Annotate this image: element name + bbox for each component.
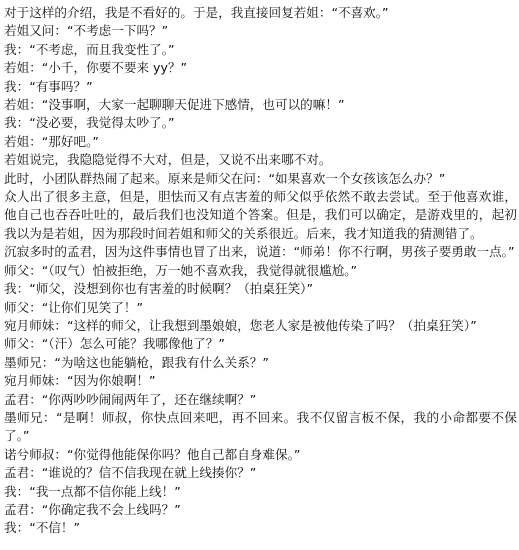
paragraph: 诺兮师叔：“你觉得他能保你吗？他自己都自身难保。” (4, 446, 301, 462)
paragraph: 宛月师妹：“因为你娘啊！” (4, 373, 156, 389)
paragraph: 若姐：“那好吧。” (4, 133, 99, 149)
paragraph: 师父：“（叹气）怕被拒绝，万一她不喜欢我，我觉得就很尴尬。” (4, 262, 358, 278)
paragraph: 沉寂多时的孟君，因为这件事情也冒了出来，说道：“师弟！你不行啊，男孩子要勇敢一点。” (4, 244, 515, 260)
paragraph: 此时，小团队群热闹了起来。原来是师父在问：“如果喜欢一个女孩该怎么办？” (4, 170, 446, 186)
paragraph: 我：“师父，没想到你也有害羞的时候啊？（拍桌狂笑）” (4, 281, 313, 297)
paragraph: 孟君：“你两吵吵闹闹两年了，还在继续啊？” (4, 391, 257, 407)
paragraph: 孟君：“谁说的？信不信我现在就上线揍你？” (4, 465, 257, 481)
paragraph: 师父：“（汗）怎么可能？我哪像他了？” (4, 336, 225, 352)
paragraph: 对于这样的介绍，我是不看好的。于是，我直接回复若姐：“不喜欢。” (4, 5, 389, 20)
paragraph: 我：“没必要，我觉得太吵了。” (4, 115, 175, 131)
paragraph: 我：“不考虑，而且我变性了。” (4, 41, 175, 57)
paragraph: 若姐：“小千，你要不要来 yy？” (4, 60, 188, 76)
document-body (4, 4, 517, 538)
paragraph: 孟君：“你确定我不会上线吗？” (4, 501, 181, 517)
paragraph: 我：“我一点都不信你能上线！” (4, 483, 181, 499)
paragraph: 我：“不信！” (4, 520, 81, 536)
paragraph: 宛月师妹：“这样的师父，让我想到墨娘娘，您老人家是被他传染了吗？（拍桌狂笑）” (4, 317, 477, 333)
paragraph: 墨师兄：“为啥这也能躺枪，跟我有什么关系？” (4, 354, 269, 370)
paragraph: 我：“有事吗？” (4, 78, 93, 94)
paragraph: 若姐又问：“不考虑一下吗？” (4, 23, 169, 39)
paragraph: 若姐：“没事啊，大家一起聊聊天促进下感情，也可以的嘛！” (4, 97, 345, 113)
paragraph: 若姐说完，我隐隐觉得不大对，但是，又说不出来哪不对。 (4, 152, 332, 168)
paragraph: 众人出了很多主意，但是，胆怯而又有点害羞的师父似乎依然不敢去尝试。至于他喜欢谁，他自己也吞吞吐吐的，最后我们也没知道个答案。但是，我们可以确定，是游戏里的，起初我以为是若姐，因为那段时间若姐和师父的关系很近。后来，我才知道我的猜测错了。 (4, 189, 517, 241)
paragraph: 师父：“让你们见笑了！” (4, 299, 143, 315)
paragraph: 墨师兄：“是啊！师叔，你快点回来吧，再不回来。我不仅留言板不保，我的小命都要不保了。” (4, 409, 517, 444)
